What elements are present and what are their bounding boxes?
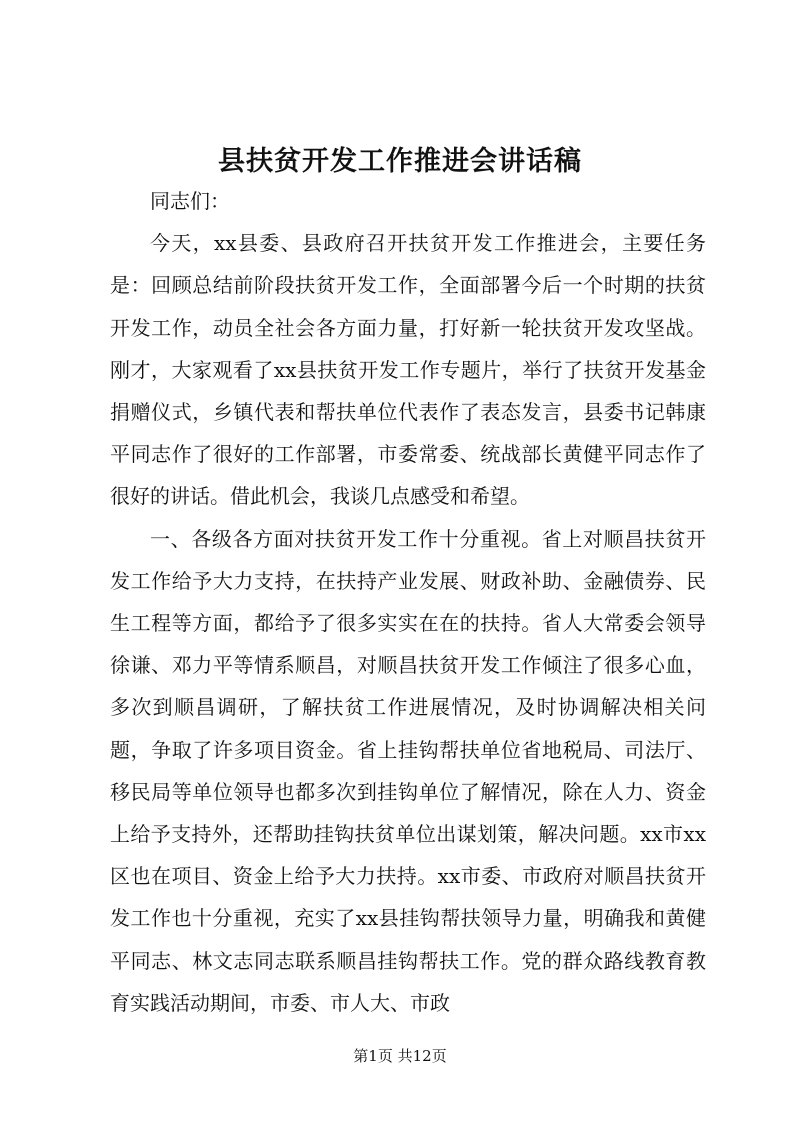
page-number: 第1页 共12页 (353, 1047, 447, 1065)
body-paragraph: 今天，xx县委、县政府召开扶贫开发工作推进会，主要任务是：回顾总结前阶段扶贫开发工作，全面部署今后一个时期的扶贫开发工作，动员全社会各方面力量，打好新一轮扶贫开发攻坚战。刚才，大家观看了xx县扶贫开发工作专题片，举行了扶贫开发基金捐赠仪式，乡镇代表和帮扶单位代表作了表态发言，县委书记韩康平同志作了很好的工作部署，市委常委、统战部长黄健平同志作了很好的讲话。借此机会，我谈几点感受和希望。 (110, 231, 706, 509)
salutation-paragraph: 同志们： (150, 189, 230, 213)
body-paragraph: 一、各级各方面对扶贫开发工作十分重视。省上对顺昌扶贫开发工作给予大力支持，在扶持产业发展、财政补助、金融债券、民生工程等方面，都给予了很多实实在在的扶持。省人大常委会领导徐谦、邓力平等情系顺昌，对顺昌扶贫开发工作倾注了很多心血，多次到顺昌调研，了解扶贫工作进展情况，及时协调解决相关问题，争取了许多项目资金。省上挂钩帮扶单位省地税局、司法厅、移民局等单位领导也都多次到挂钩单位了解情况，除在人力、资金上给予支持外，还帮助挂钩扶贫单位出谋划策，解决问题。xx市xx区也在项目、资金上给予大力扶持。xx市委、市政府对顺昌扶贫开发工作也十分重视，充实了xx县挂钩帮扶领导力量，明确我和黄健平同志、林文志同志联系顺昌挂钩帮扶工作。党的群众路线教育教育实践活动期间，市委、市人大、市政 (110, 526, 706, 1015)
document-title: 县扶贫开发工作推进会讲话稿 (218, 146, 582, 177)
document-body (110, 180, 706, 1024)
